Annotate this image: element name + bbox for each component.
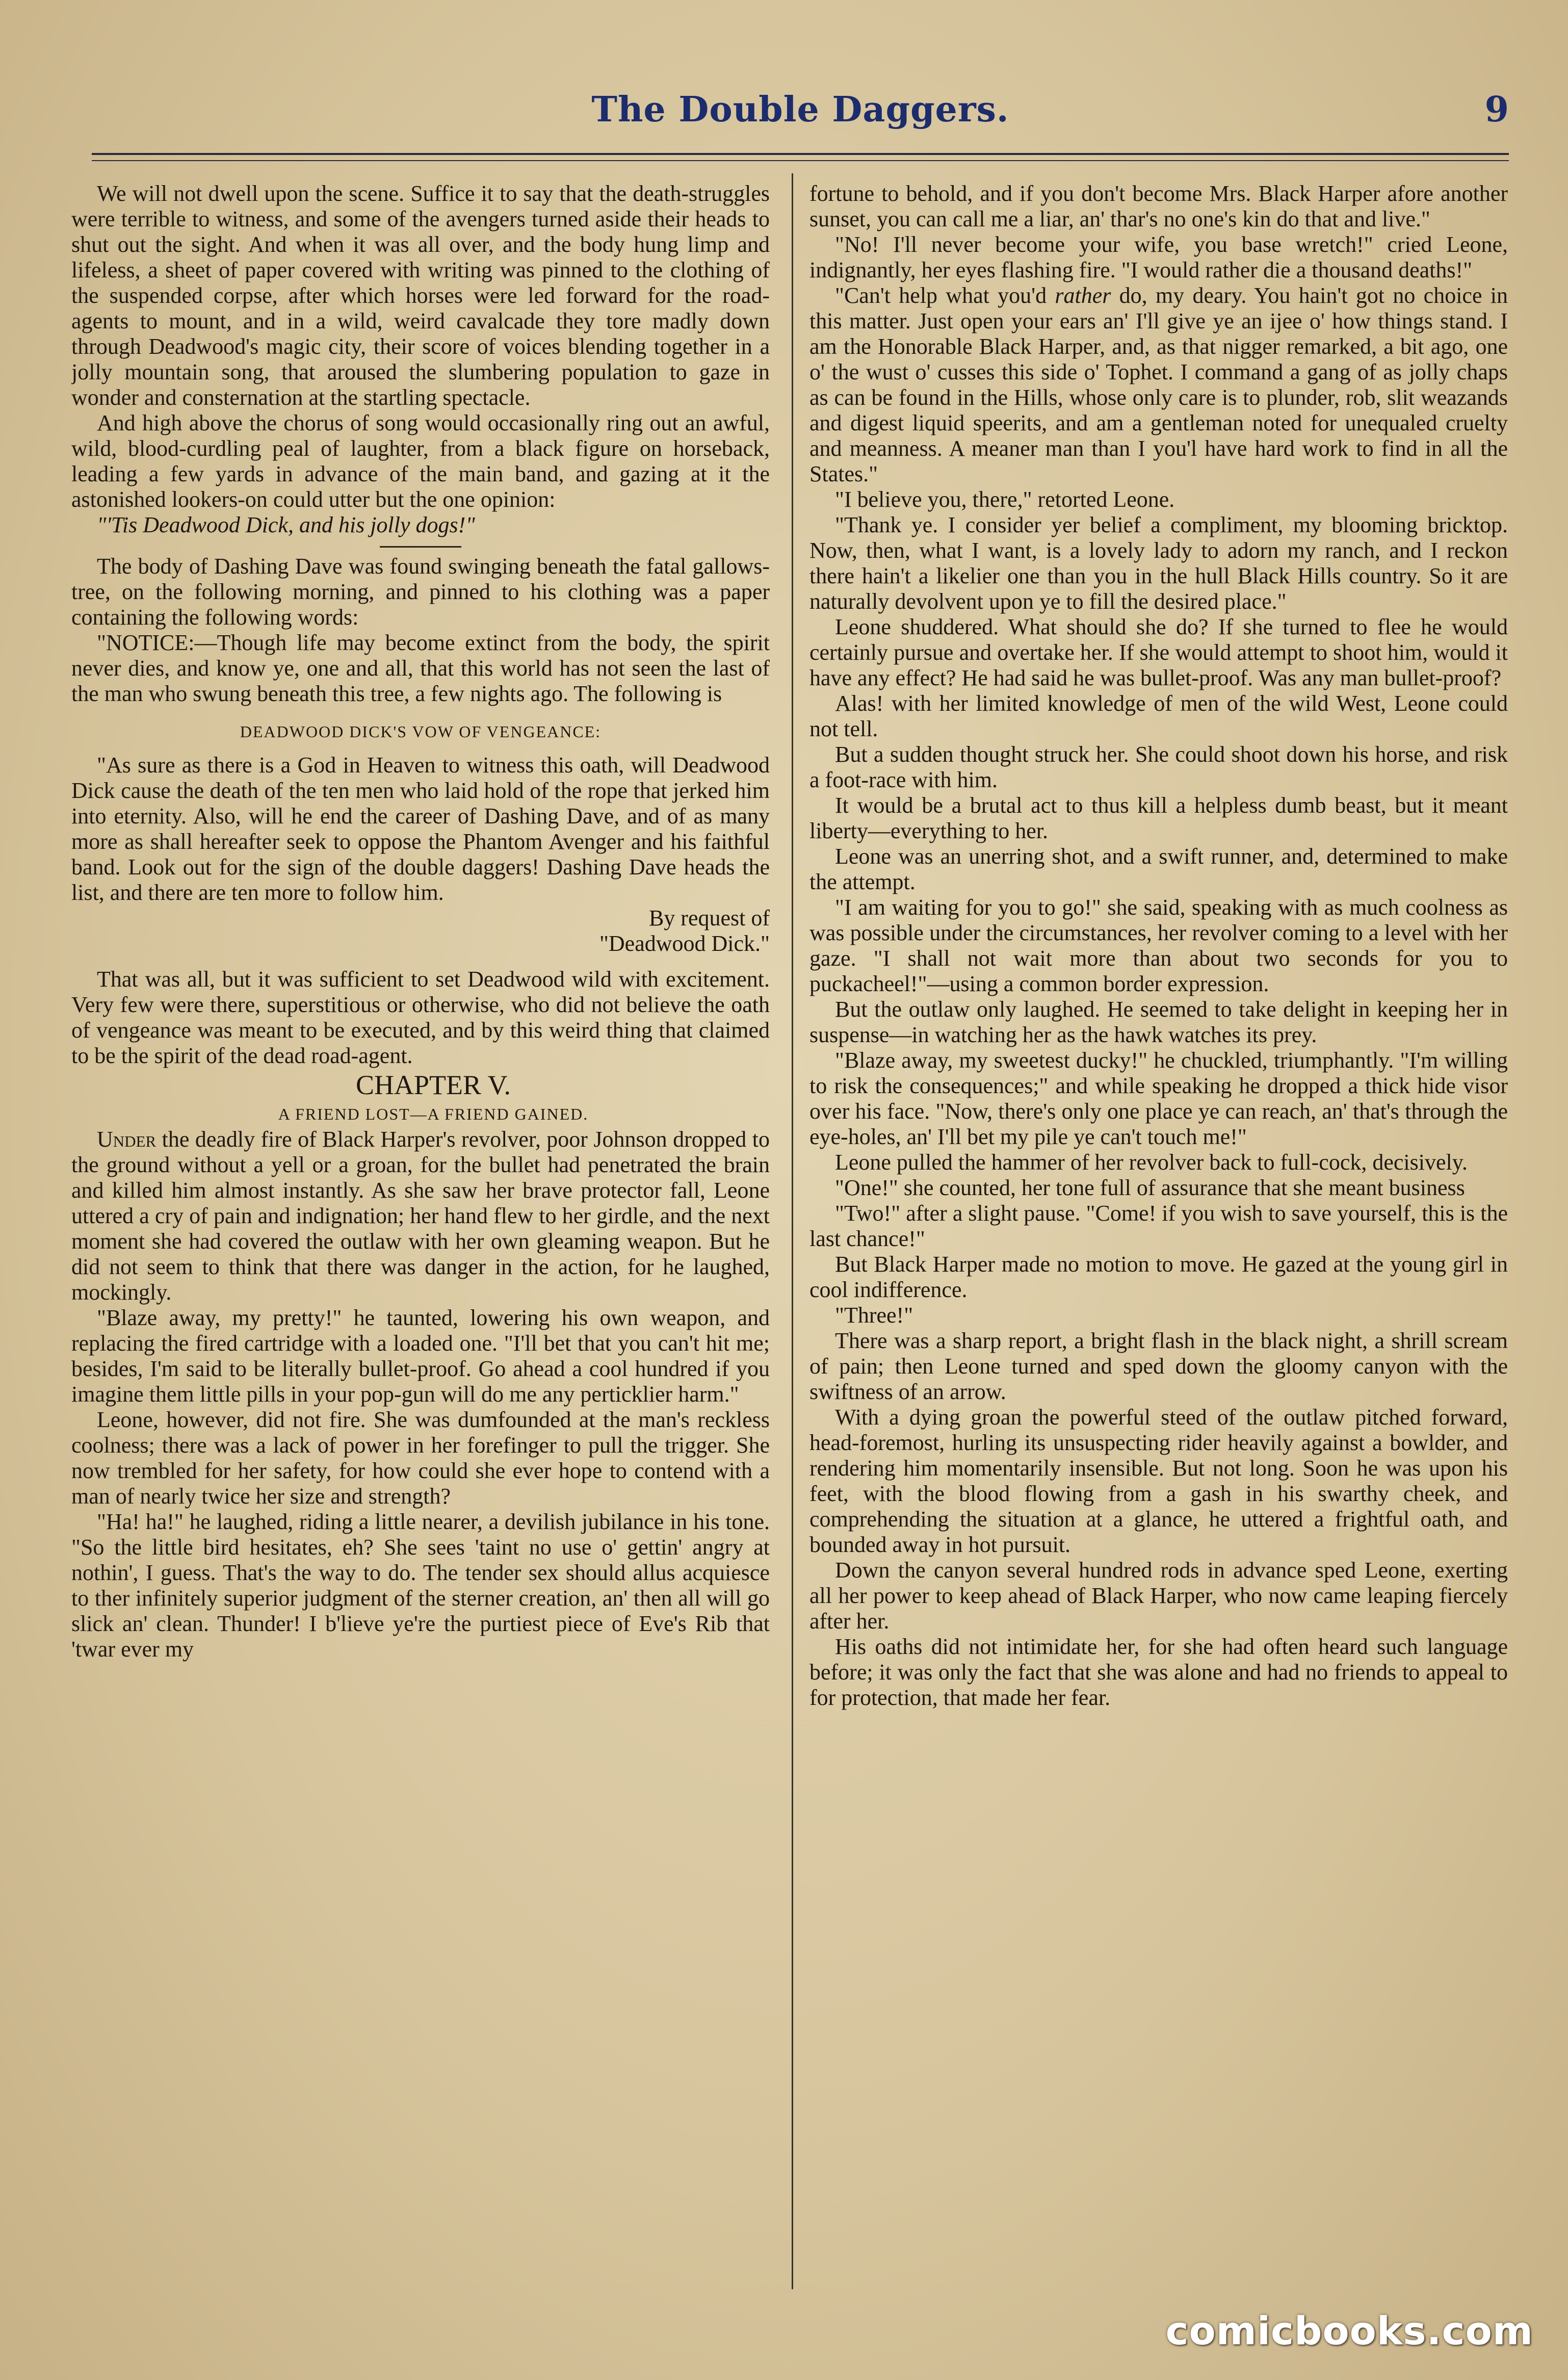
paragraph: Leone pulled the hammer of her revolver back to full-cock, decisively. xyxy=(835,1150,1468,1175)
paragraph: "I am waiting for you to go!" she said, speaking with as much coolness as was possible under the circumstances, her revolver coming to a level with her gaze. "I shall not wait more than about two seconds for you to puckacheel!"—using a common border expression. xyxy=(809,895,1508,996)
signature: "Deadwood Dick." xyxy=(599,931,770,956)
paragraph: But Black Harper made no motion to move. He gazed at the young girl in cool indifference. xyxy=(809,1252,1508,1302)
paragraph: "I believe you, there," retorted Leone. xyxy=(835,487,1175,512)
chapter-subtitle: A FRIEND LOST—A FRIEND GAINED. xyxy=(278,1105,589,1123)
chapter-heading: CHAPTER V. xyxy=(355,1070,511,1100)
vow-heading: DEADWOOD DICK'S VOW OF VENGEANCE: xyxy=(240,722,602,741)
paragraph: "Thank ye. I consider yer belief a compliment, my blooming bricktop. Now, then, what I want, is a lovely lady to adorn my ranch, and I reckon there hain't a likelier one than you in the hull Black Hills country. So it are naturally devolvent upon ye to fill the desired place." xyxy=(809,512,1508,614)
paragraph: "Three!" xyxy=(835,1303,913,1328)
header-rule xyxy=(92,153,1509,161)
paragraph: "Blaze away, my sweetest ducky!" he chuckled, triumphantly. "I'm willing to risk the consequences;" and while speaking he dropped a thick hide visor over his face. "Now, there's only one place ye can reach, an' that's through the eye-holes, an' I'll bet my pile ye can't touch me!" xyxy=(809,1048,1508,1149)
notice-paragraph: "NOTICE:—Though life may become extinct from the body, the spirit never dies, and know ye, one and all, that this world has not seen the last of the man who swung beneath this tree, a few nights ago. The following is xyxy=(71,630,770,706)
paragraph: fortune to behold, and if you don't become Mrs. Black Harper afore another sunset, you can call me a liar, an' thar's no one's kin do that and live." xyxy=(809,181,1508,231)
paragraph: There was a sharp report, a bright flash in the black night, a shrill scream of pain; then Leone turned and sped down the gloomy canyon with the swiftness of an arrow. xyxy=(809,1328,1508,1404)
left-column xyxy=(71,181,770,2302)
paragraph: With a dying groan the powerful steed of the outlaw pitched forward, head-foremost, hurling its unsuspecting rider heavily against a bowlder, and rendering him momentarily insensible. But not long. Soon he was upon his feet, with the blood flowing from a gash in his swarthy cheek, and comprehending the situation at a glance, he uttered a frightful oath, and bounded away in hot pursuit. xyxy=(809,1405,1508,1557)
column-divider xyxy=(792,173,793,2289)
paragraph: Under the deadly fire of Black Harper's revolver, poor Johnson dropped to the ground without a yell or a groan, for the bullet had penetrated the brain and killed him almost instantly. As she saw her brave protector fall, Leone uttered a cry of pain and indignation; her hand flew to her girdle, and the next moment she had covered the outlaw with her own gleaming weapon. But he did not seem to think that there was danger in the action, for he laughed, mockingly. xyxy=(71,1127,770,1305)
vow-paragraph: "As sure as there is a God in Heaven to witness this oath, will Deadwood Dick cause the death of the ten men who laid hold of the rope that jerked him into eternity. Also, will he end the career of Dashing Dave, and of as many more as shall hereafter seek to oppose the Phantom Avenger and his faithful band. Look out for the sign of the double daggers! Dashing Dave heads the list, and there are ten more to follow him. xyxy=(71,753,770,905)
paragraph: "One!" she counted, her tone full of assurance that she meant business xyxy=(835,1175,1465,1200)
paragraph: "Can't help what you'd rather do, my deary. You hain't got no choice in this matter. Just open your ears an' I'll give ye an ijee o' how things stand. I am the Honorable Black Harper, and, as that nigger remarked, a bit ago, one o' the wust o' cusses this side o' Tophet. I command a gang of as jolly chaps as can be found in the Hills, whose only care is to plunder, rob, slit weazands and digest liquid speerits, and am a gentleman noted for unequaled cruelty and meanness. A meaner man than I you'l have hard work to find in all the States." xyxy=(809,283,1508,486)
paragraph: And high above the chorus of song would occasionally ring out an awful, wild, blood-curdling peal of laughter, from a black figure on horseback, leading a few yards in advance of the main band, and gazing at it the astonished lookers-on could utter but the one opinion: xyxy=(71,410,770,512)
paragraph: We will not dwell upon the scene. Suffice it to say that the death-struggles were terrible to witness, and some of the avengers turned aside their heads to shut out the sight. And when it was all over, and the body hung limp and lifeless, a sheet of paper covered with writing was pinned to the clothing of the suspended corpse, after which horses were led forward for the road-agents to mount, and in a wild, weird cavalcade they tore madly down through Deadwood's magic city, their score of voices blending together in a jolly mountain song, that aroused the slumbering population to gaze in wonder and consternation at the startling spectacle. xyxy=(71,181,770,410)
section-rule xyxy=(380,546,461,548)
watermark: comicbooks.com xyxy=(1165,2308,1533,2353)
right-column xyxy=(809,181,1508,2302)
drop-word: Under xyxy=(97,1127,156,1152)
paragraph: Leone shuddered. What should she do? If she turned to flee he would certainly pursue and overtake her. If she would attempt to shoot him, would it have any effect? He had said he was bullet-proof. Was any man bullet-proof? xyxy=(809,614,1508,690)
paragraph: His oaths did not intimidate her, for she had often heard such language before; it was only the fact that she was alone and had no friends to appeal to for protection, that made her fear. xyxy=(809,1634,1508,1710)
paragraph: "No! I'll never become your wife, you base wretch!" cried Leone, indignantly, her eyes flashing fire. "I would rather die a thousand deaths!" xyxy=(809,232,1508,282)
paragraph: Leone, however, did not fire. She was dumfounded at the man's reckless coolness; there was a lack of power in her forefinger to pull the trigger. She now trembled for her safety, for how could she ever hope to contend with a man of nearly twice her size and strength? xyxy=(71,1407,770,1509)
paragraph: Leone was an unerring shot, and a swift runner, and, determined to make the attempt. xyxy=(809,844,1508,894)
by-request-line: By request of xyxy=(648,906,770,930)
paragraph: "Ha! ha!" he laughed, riding a little nearer, a devilish jubilance in his tone. "So the little bird hesitates, eh? She sees 'taint no use o' gettin' angry at nothin', I guess. That's the way to do. The tender sex should allus acquiesce to ther infinitely superior judgment of the sterner creation, an' then all will go slick an' clean. Thunder! I b'lieve ye're the purtiest piece of Eve's Rib that 'twar ever my xyxy=(71,1509,770,1662)
paragraph: It would be a brutal act to thus kill a helpless dumb beast, but it meant liberty—everything to her. xyxy=(809,793,1508,843)
running-title: The Double Daggers. xyxy=(591,89,1009,130)
paragraph: Down the canyon several hundred rods in advance sped Leone, exerting all her power to keep ahead of Black Harper, who now came leaping fiercely after her. xyxy=(809,1558,1508,1634)
paragraph: "Blaze away, my pretty!" he taunted, lowering his own weapon, and replacing the fired cartridge with a loaded one. "I'll bet that you can't hit me; besides, I'm said to be literally bullet-proof. Go ahead a cool hundred if you imagine them little pills in your pop-gun will do me any perticklier harm." xyxy=(71,1305,770,1407)
paragraph: The body of Dashing Dave was found swinging beneath the fatal gallows-tree, on the following morning, and pinned to his clothing was a paper containing the following words: xyxy=(71,554,770,630)
paragraph: That was all, but it was sufficient to set Deadwood wild with excitement. Very few were there, superstitious or otherwise, who did not believe the oath of vengeance was meant to be executed, and by this weird thing that claimed to be the spirit of the dead road-agent. xyxy=(71,967,770,1068)
page-number: 9 xyxy=(1484,89,1509,130)
paragraph: But a sudden thought struck her. She could shoot down his horse, and risk a foot-race with him. xyxy=(809,742,1508,792)
paragraph: Alas! with her limited knowledge of men of the wild West, Leone could not tell. xyxy=(809,691,1508,741)
page-header xyxy=(92,89,1509,145)
paragraph: But the outlaw only laughed. He seemed to take delight in keeping her in suspense—in watching her as the hawk watches its prey. xyxy=(809,997,1508,1047)
quote-line: "'Tis Deadwood Dick, and his jolly dogs!" xyxy=(97,512,475,537)
paragraph: "Two!" after a slight pause. "Come! if you wish to save yourself, this is the last chance!" xyxy=(809,1201,1508,1251)
